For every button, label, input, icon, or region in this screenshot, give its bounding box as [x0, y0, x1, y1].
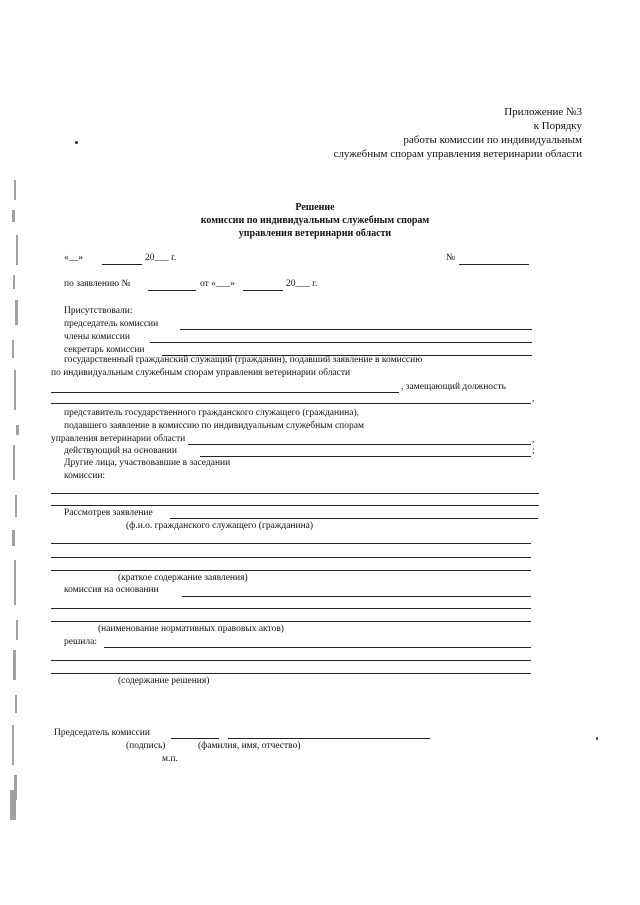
fill-in-line [228, 738, 430, 739]
caption-fio: (фамилия, имя, отчество) [198, 741, 301, 751]
scan-speck [596, 737, 598, 740]
fill-in-line [51, 557, 531, 558]
decided-label: решила: [64, 637, 97, 647]
basis-end: ; [532, 446, 535, 456]
date-year: 20___ г. [145, 253, 177, 263]
fill-in-line [51, 505, 539, 506]
fill-in-line [170, 518, 538, 519]
fill-in-line [148, 290, 196, 291]
others-line1: Другие лица, участвовавшие в заседании [64, 458, 231, 468]
fill-in-line [51, 673, 531, 674]
servant-line2: по индивидуальным служебным спорам управления ветеринарии области [51, 368, 351, 378]
appendix-line3: работы комиссии по индивидуальным [403, 134, 582, 146]
title-line3: управления ветеринарии области [238, 228, 392, 239]
scan-speck [75, 141, 78, 144]
fill-in-line [51, 403, 531, 404]
fill-in-line [459, 264, 529, 265]
caption-name: (ф.и.о. гражданского служащего (гражданина) [126, 521, 314, 531]
fill-in-line [150, 342, 532, 343]
position-suffix: , замещающий должность [401, 382, 506, 392]
caption-sign: (подпись) [126, 741, 166, 751]
title-line2: комиссии по индивидуальным служебным спорам [200, 215, 430, 226]
appendix-line2: к Порядку [533, 120, 582, 132]
basis-label: действующий на основании [64, 446, 177, 456]
caption-summary: (краткое содержание заявления) [118, 573, 248, 583]
representative-line2: подавшего заявление в комиссию по индивидуальным служебным спорам [64, 421, 364, 431]
fill-in-line [51, 660, 531, 661]
members-label: члены комиссии [64, 332, 130, 342]
appendix-line4: служебным спорам управления ветеринарии области [333, 148, 582, 160]
fill-in-line [171, 738, 219, 739]
fill-in-line [182, 596, 531, 597]
fill-in-line [51, 608, 531, 609]
fill-in-line [102, 264, 142, 265]
fill-in-line [188, 444, 531, 445]
fill-in-line [51, 493, 539, 494]
appendix-line1: Приложение №3 [504, 106, 582, 118]
application-from: от «___» [200, 279, 235, 289]
servant-line1: государственный гражданский служащий (гражданин), подавший заявление в комиссию [64, 355, 423, 365]
title-line1: Решение [295, 202, 335, 213]
fill-in-line [51, 543, 531, 544]
review-basis-label: комиссия на основании [64, 585, 159, 595]
representative-line3-end: , [532, 435, 535, 445]
representative-line1: представитель государственного гражданского служащего (гражданина), [64, 408, 360, 418]
number-label: № [446, 253, 456, 263]
present-heading: Присутствовали: [64, 306, 133, 316]
scan-edge-noise [0, 180, 40, 830]
fill-in-line [200, 456, 531, 457]
others-line2: комиссии: [64, 471, 106, 481]
application-label: по заявлению № [64, 279, 131, 289]
representative-line3: управления ветеринарии области [51, 434, 186, 444]
stamp-label: м.п. [162, 754, 178, 764]
position-comma: , [532, 394, 535, 404]
fill-in-line [51, 570, 531, 571]
application-year: 20___ г. [286, 279, 318, 289]
signature-label: Председатель комиссии [54, 728, 150, 738]
fill-in-line [104, 647, 531, 648]
caption-decision: (содержание решения) [118, 676, 210, 686]
chairman-label: председатель комиссии [64, 319, 159, 329]
caption-acts: (наименование нормативных правовых актов) [98, 624, 284, 634]
fill-in-line [51, 392, 399, 393]
fill-in-line [243, 290, 283, 291]
date-open: «__» [64, 253, 83, 263]
fill-in-line [51, 621, 531, 622]
review-label: Рассмотрев заявление [64, 508, 153, 518]
fill-in-line [180, 329, 532, 330]
secretary-label: секретарь комиссии [64, 345, 145, 355]
